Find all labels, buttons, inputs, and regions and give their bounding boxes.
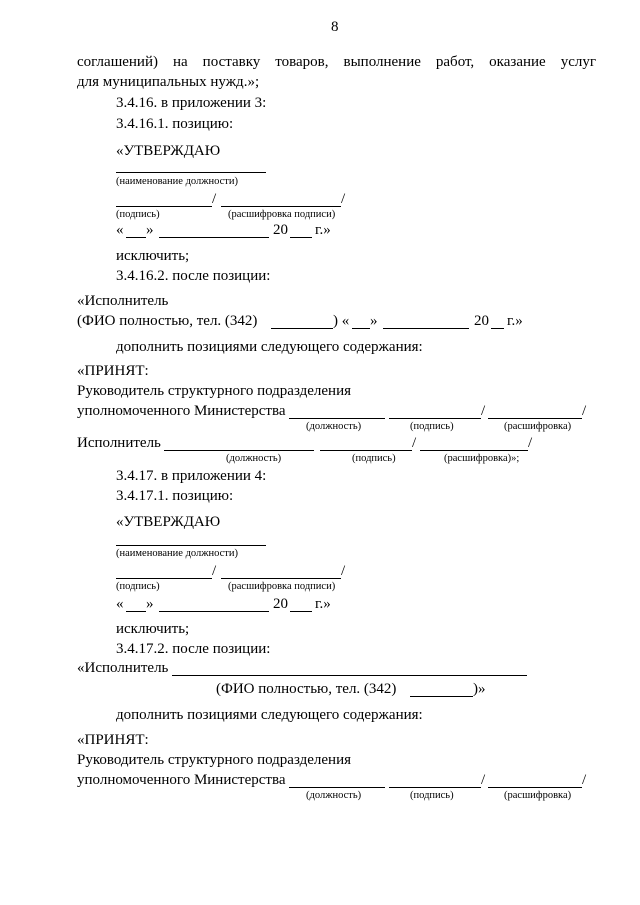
year-line: [491, 328, 504, 329]
executor-label: Исполнитель: [77, 435, 161, 451]
signature-caption: (подпись): [352, 453, 396, 464]
position-caption: (должность): [306, 790, 362, 801]
g-text: г.»: [507, 313, 523, 329]
position-line: [116, 545, 266, 546]
add-text: дополнить позициями следующего содержания:: [116, 707, 423, 723]
date-quote-open: «: [116, 222, 124, 238]
slash: /: [212, 563, 217, 579]
signature-caption: (подпись): [410, 421, 454, 432]
item-3-4-16-2: 3.4.16.2. после позиции:: [116, 268, 271, 284]
decoding-caption: (расшифровка подписи): [228, 209, 336, 220]
head-line-1: Руководитель структурного подразделения: [77, 752, 351, 768]
slash: /: [582, 403, 587, 419]
fio-text: (ФИО полностью, тел. (342): [216, 681, 397, 697]
executor-label: «Исполнитель: [77, 293, 169, 309]
month-line: [159, 237, 269, 238]
position-line: [289, 787, 385, 788]
slash: /: [481, 403, 486, 419]
date-g: г.»: [315, 596, 331, 612]
day-line: [126, 611, 146, 612]
head-line-2: уполномоченного Министерства: [77, 772, 286, 788]
exclude-text: исключить;: [116, 621, 190, 637]
paren-quote: ) «: [333, 313, 350, 329]
decoding-caption: (расшифровка подписи): [228, 581, 336, 592]
signature-line: [389, 787, 481, 788]
position-line: [116, 172, 266, 173]
item-3-4-17-2: 3.4.17.2. после позиции:: [116, 641, 271, 657]
signature-line: [389, 418, 481, 419]
position-caption: (наименование должности): [116, 548, 239, 559]
position-caption: (должность): [306, 421, 362, 432]
phone-line: [410, 696, 473, 697]
item-3-4-17: 3.4.17. в приложении 4:: [116, 468, 267, 484]
slash: /: [212, 191, 217, 207]
signature-line: [116, 578, 212, 579]
signature-caption: (подпись): [410, 790, 454, 801]
slash: /: [528, 435, 533, 451]
decoding-caption-end: (расшифровка)»;: [444, 453, 520, 464]
item-3-4-17-1: 3.4.17.1. позицию:: [116, 488, 234, 504]
executor-label: «Исполнитель: [77, 660, 169, 676]
position-caption: (наименование должности): [116, 176, 239, 187]
decoding-caption: (расшифровка): [504, 421, 572, 432]
decoding-line: [221, 206, 341, 207]
page-number: 8: [331, 19, 339, 35]
decoding-line: [221, 578, 341, 579]
item-3-4-16-1: 3.4.16.1. позицию:: [116, 116, 234, 132]
date-g: г.»: [315, 222, 331, 238]
accepted-title: «ПРИНЯТ:: [77, 732, 149, 748]
decoding-line: [488, 787, 582, 788]
date-year: 20: [273, 596, 288, 612]
executor-line: [172, 675, 527, 676]
month-line: [159, 611, 269, 612]
slash: /: [341, 191, 346, 207]
day-line: [126, 237, 146, 238]
signature-line: [116, 206, 212, 207]
day-line: [352, 328, 370, 329]
fio-text: (ФИО полностью, тел. (342): [77, 313, 258, 329]
fio-end: )»: [473, 681, 486, 697]
add-text: дополнить позициями следующего содержания:: [116, 339, 423, 355]
month-line: [383, 328, 469, 329]
phone-line: [271, 328, 333, 329]
slash: /: [582, 772, 587, 788]
decoding-caption: (расшифровка): [504, 790, 572, 801]
item-3-4-16: 3.4.16. в приложении 3:: [116, 95, 267, 111]
executor-position-line: [164, 450, 314, 451]
position-line: [289, 418, 385, 419]
head-line-2: уполномоченного Министерства: [77, 403, 286, 419]
paragraph-line-2: для муниципальных нужд.»;: [77, 74, 260, 90]
year-line: [290, 237, 312, 238]
approve-title: «УТВЕРЖДАЮ: [116, 514, 221, 530]
exclude-text: исключить;: [116, 248, 190, 264]
executor-signature-line: [320, 450, 412, 451]
paragraph-line-1: соглашений) на поставку товаров, выполнение работ, оказание услуг: [77, 54, 596, 70]
position-caption: (должность): [226, 453, 282, 464]
date-year: 20: [273, 222, 288, 238]
date-quote-open: «: [116, 596, 124, 612]
slash: /: [341, 563, 346, 579]
accepted-title: «ПРИНЯТ:: [77, 363, 149, 379]
year-line: [290, 611, 312, 612]
decoding-line: [488, 418, 582, 419]
date-quote-close: »: [146, 222, 154, 238]
slash: /: [412, 435, 417, 451]
signature-caption: (подпись): [116, 581, 160, 592]
date-quote-close: »: [146, 596, 154, 612]
slash: /: [481, 772, 486, 788]
quote-close: »: [370, 313, 378, 329]
year: 20: [474, 313, 489, 329]
signature-caption: (подпись): [116, 209, 160, 220]
head-line-1: Руководитель структурного подразделения: [77, 383, 351, 399]
approve-title: «УТВЕРЖДАЮ: [116, 143, 221, 159]
executor-decoding-line: [420, 450, 528, 451]
